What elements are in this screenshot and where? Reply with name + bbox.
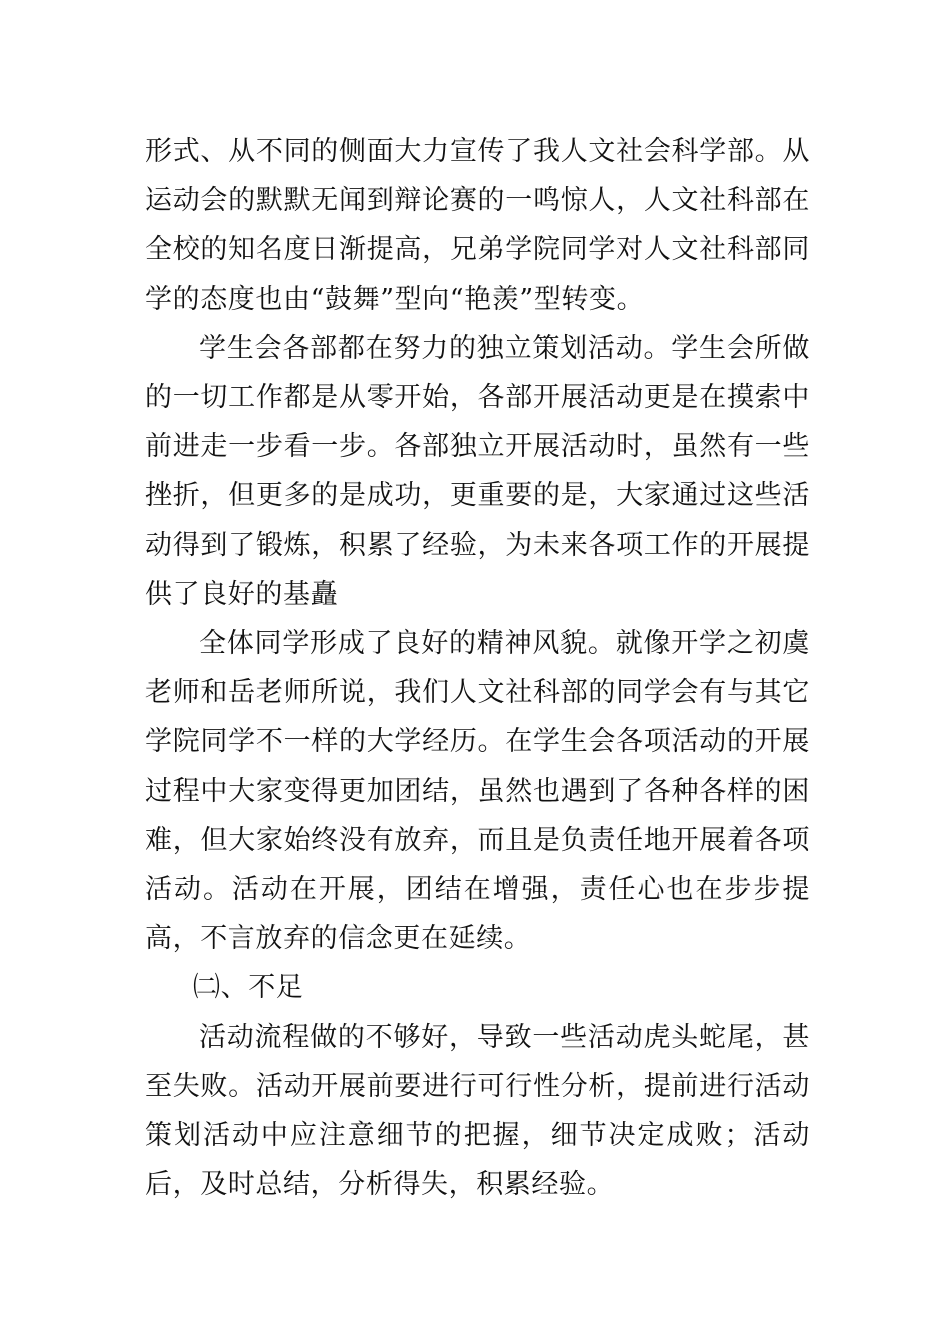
paragraph-independent-planning: 学生会各部都在努力的独立策划活动。学生会所做的一切工作都是从零开始，各部开展活动更是在摸索中前进走一步看一步。各部独立开展活动时，虽然有一些挫折，但更多的是成功，更重要的是，大家通过这些活动得到了锻炼，积累了经验，为未来各项工作的开展提供了良好的基矗 xyxy=(145,332,810,610)
section-heading-shortcomings: ㈡、不足 xyxy=(193,972,304,1004)
document-body xyxy=(145,127,810,1209)
paragraph-spirit: 全体同学形成了良好的精神风貌。就像开学之初虞老师和岳老师所说，我们人文社科部的同学会有与其它学院同学不一样的大学经历。在学生会各项活动的开展过程中大家变得更加团结，虽然也遇到了各种各样的困难，但大家始终没有放弃，而且是负责任地开展着各项活动。活动在开展，团结在增强，责任心也在步步提高，不言放弃的信念更在延续。 xyxy=(145,628,810,955)
paragraph-publicity: 形式、从不同的侧面大力宣传了我人文社会科学部。从运动会的默默无闻到辩论赛的一鸣惊人，人文社科部在全校的知名度日渐提高，兄弟学院同学对人文社科部同学的态度也由“鼓舞”型向“艳羡”型转变。 xyxy=(145,136,810,315)
paragraph-activity-process: 活动流程做的不够好，导致一些活动虎头蛇尾，甚至失败。活动开展前要进行可行性分析，提前进行活动策划活动中应注意细节的把握，细节决定成败；活动后，及时总结，分析得失，积累经验。 xyxy=(145,1021,810,1201)
